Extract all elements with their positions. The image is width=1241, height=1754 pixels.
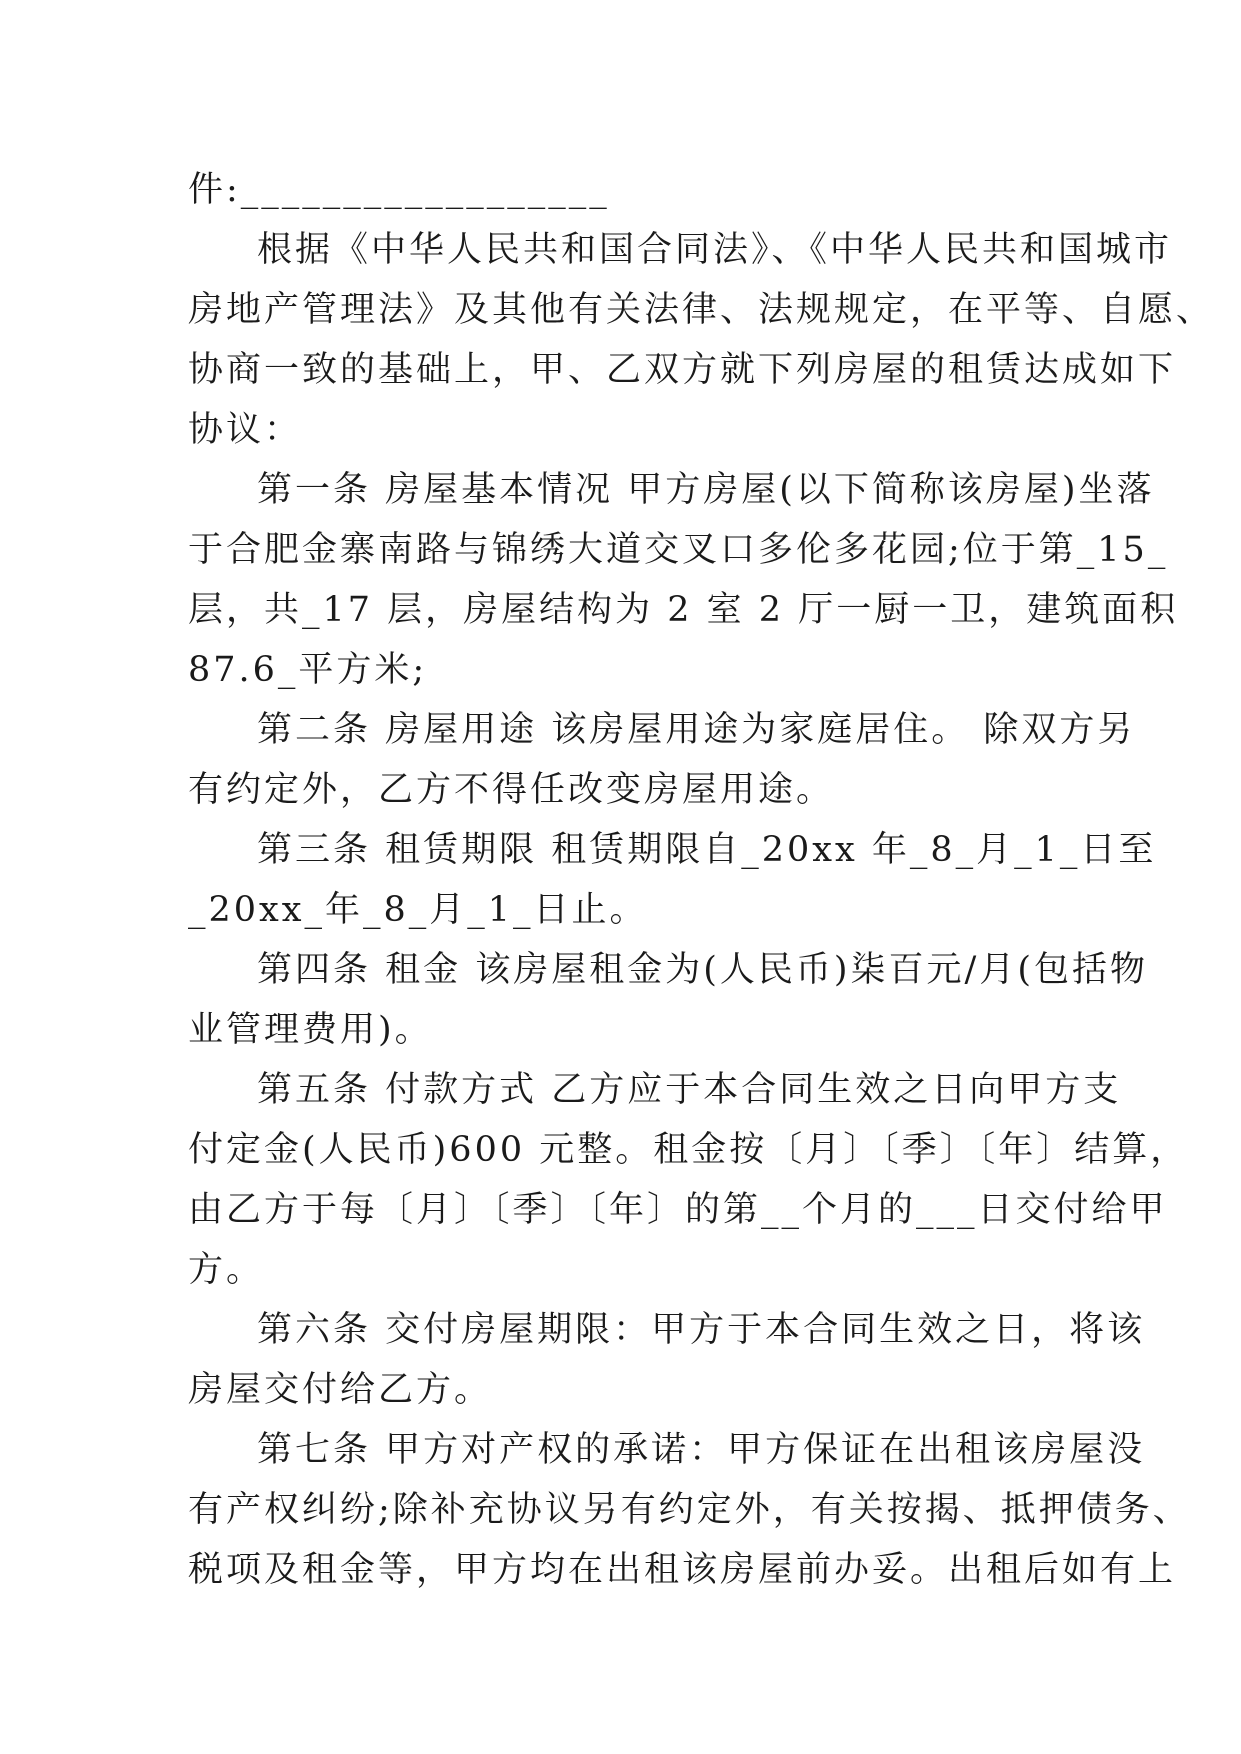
text-line: 房屋交付给乙方。 <box>188 1370 493 1410</box>
article-2-heading-line: 第二条 房屋用途 该房屋用途为家庭居住。 除双方另 <box>257 710 1136 750</box>
article-4-heading-line: 第四条 租金 该房屋租金为(人民币)柒百元/月(包括物 <box>257 950 1149 990</box>
text-line: 有产权纠纷;除补充协议另有约定外，有关按揭、抵押债务、 <box>188 1490 1191 1530</box>
article-7-heading-line: 第七条 甲方对产权的承诺：甲方保证在出租该房屋没 <box>257 1430 1146 1470</box>
text-line: 87.6_平方米; <box>188 650 428 690</box>
text-line: 房地产管理法》及其他有关法律、法规规定，在平等、自愿、 <box>188 290 1215 330</box>
paragraph-first-line: 根据《中华人民共和国合同法》、《中华人民共和国城市 <box>257 230 1173 270</box>
article-1-heading-line: 第一条 房屋基本情况 甲方房屋(以下简称该房屋)坐落 <box>257 470 1155 510</box>
text-line: 由乙方于每〔月〕〔季〕〔年〕的第__个月的___日交付给甲 <box>188 1190 1168 1230</box>
text-line: _20xx_年_8_月_1_日止。 <box>188 890 648 930</box>
text-line: 有约定外，乙方不得任改变房屋用途。 <box>188 770 835 810</box>
text-line: 付定金(人民币)600 元整。租金按〔月〕〔季〕〔年〕结算， <box>188 1130 1189 1170</box>
text-line: 协议： <box>188 410 303 450</box>
text-line: 业管理费用)。 <box>188 1010 433 1050</box>
text-line: 方。 <box>188 1250 265 1290</box>
text-line: 税项及租金等，甲方均在出租该房屋前办妥。出租后如有上 <box>188 1550 1177 1590</box>
text-line: 层，共_17 层，房屋结构为 2 室 2 厅一厨一卫，建筑面积 <box>188 590 1179 630</box>
article-6-heading-line: 第六条 交付房屋期限：甲方于本合同生效之日，将该 <box>257 1310 1146 1350</box>
article-3-heading-line: 第三条 租赁期限 租赁期限自_20xx 年_8_月_1_日至 <box>257 830 1157 870</box>
article-5-heading-line: 第五条 付款方式 乙方应于本合同生效之日向甲方支 <box>257 1070 1122 1110</box>
text-line: 于合肥金寨南路与锦绣大道交叉口多伦多花园;位于第_15_ <box>188 530 1169 570</box>
text-line: 协商一致的基础上，甲、乙双方就下列房屋的租赁达成如下 <box>188 350 1177 390</box>
text-line: 件:__________________ <box>188 170 610 210</box>
